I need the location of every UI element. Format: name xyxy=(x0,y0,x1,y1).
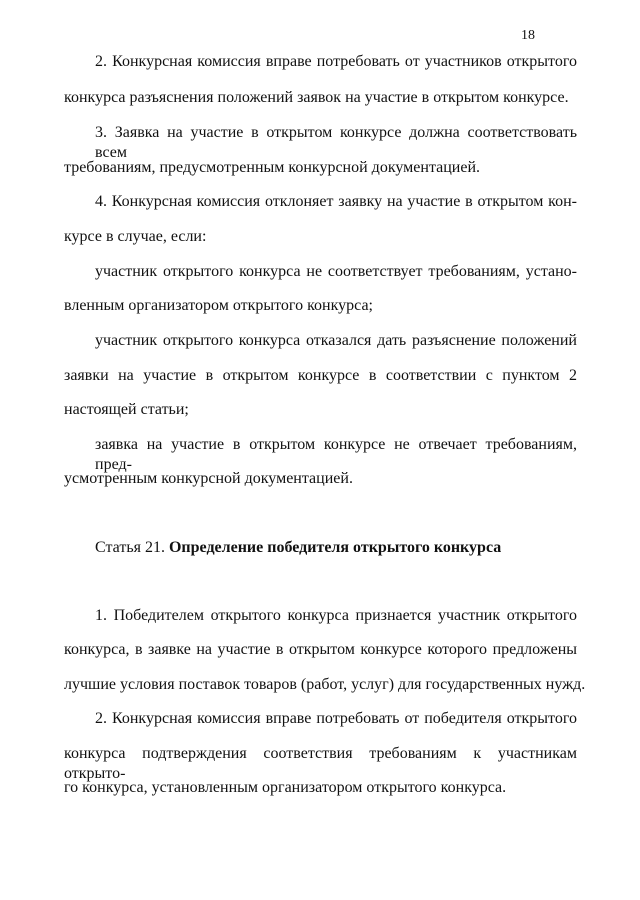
paragraph-line: заявка на участие в открытом конкурсе не отвечает требованиям, пред- xyxy=(95,436,577,473)
page-number: 18 xyxy=(521,28,535,43)
paragraph-line: курсе в случае, если: xyxy=(64,228,207,245)
paragraph-line: участник открытого конкурса отказался дать разъяснение положений xyxy=(95,332,577,349)
paragraph-line: 2. Конкурсная комиссия вправе потребовать от победителя открытого xyxy=(95,710,577,727)
paragraph-line: 1. Победителем открытого конкурса признается участник открытого xyxy=(95,607,577,624)
paragraph-line: участник открытого конкурса не соответствует требованиям, устано- xyxy=(95,263,577,280)
paragraph-line: усмотренным конкурсной документацией. xyxy=(64,470,353,487)
article-label: Статья 21. xyxy=(95,539,165,556)
paragraph-line: конкурса подтверждения соответствия требованиям к участникам открыто- xyxy=(64,745,577,782)
paragraph-line: вленным организатором открытого конкурса; xyxy=(64,297,373,314)
paragraph-line: го конкурса, установленным организатором открытого конкурса. xyxy=(64,779,507,796)
paragraph-line: 2. Конкурсная комиссия вправе потребовать от участников открытого xyxy=(95,53,577,70)
paragraph-line: конкурса, в заявке на участие в открытом конкурсе которого предложены xyxy=(64,641,577,658)
paragraph-line: настоящей статьи; xyxy=(64,401,189,418)
paragraph-line: 4. Конкурсная комиссия отклоняет заявку на участие в открытом кон- xyxy=(95,193,577,210)
paragraph-line: лучшие условия поставок товаров (работ, услуг) для государственных нужд. xyxy=(64,676,586,693)
paragraph-line: конкурса разъяснения положений заявок на участие в открытом конкурсе. xyxy=(64,89,569,106)
article-title: Определение победителя открытого конкурса xyxy=(168,539,502,556)
paragraph-line: заявки на участие в открытом конкурсе в соответствии с пунктом 2 xyxy=(64,367,577,384)
paragraph-line: требованиям, предусмотренным конкурсной документацией. xyxy=(64,159,481,176)
article-heading xyxy=(95,538,501,558)
paragraph-line: 3. Заявка на участие в открытом конкурсе должна соответствовать всем xyxy=(95,124,577,161)
